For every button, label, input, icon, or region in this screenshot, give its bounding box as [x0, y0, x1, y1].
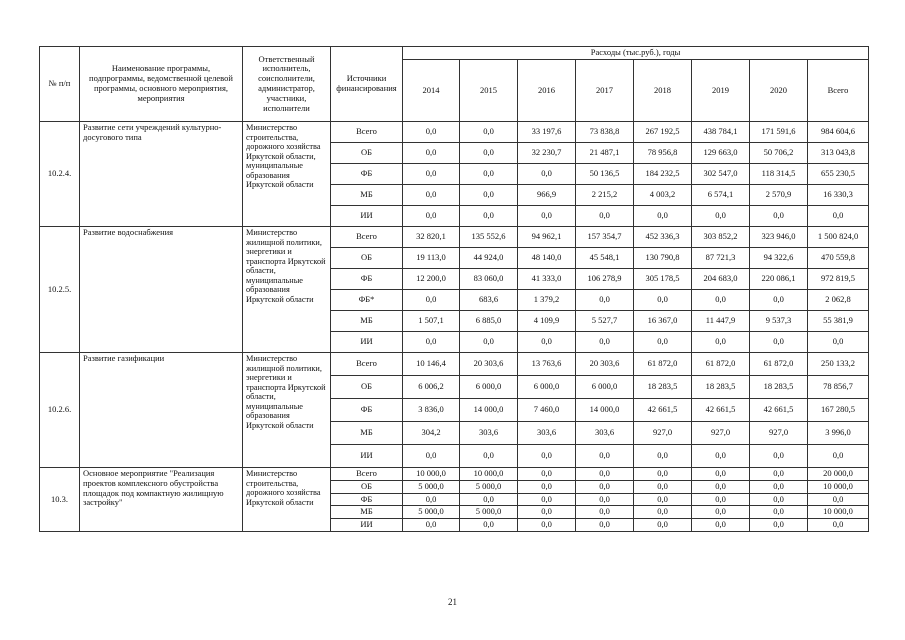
header-total: Всего: [808, 60, 869, 122]
year-value: 302 547,0: [692, 164, 750, 185]
year-value: 0,0: [460, 122, 518, 143]
year-value: 0,0: [518, 468, 576, 481]
funding-source: Всего: [331, 353, 403, 376]
year-value: 683,6: [460, 290, 518, 311]
table-row: [40, 122, 869, 143]
funding-source: ФБ: [331, 493, 403, 506]
year-value: 0,0: [750, 206, 808, 227]
funding-source: ОБ: [331, 143, 403, 164]
funding-source: Всего: [331, 227, 403, 248]
funding-source: ОБ: [331, 248, 403, 269]
year-value: 0,0: [692, 519, 750, 532]
year-value: 0,0: [460, 519, 518, 532]
year-value: 2 570,9: [750, 185, 808, 206]
year-value: 94 322,6: [750, 248, 808, 269]
total-value: 313 043,8: [808, 143, 869, 164]
year-value: 0,0: [460, 206, 518, 227]
funding-source: ФБ: [331, 399, 403, 422]
page-number: 21: [448, 597, 457, 607]
table-header: [40, 47, 869, 122]
year-value: 0,0: [576, 445, 634, 468]
year-value: 42 661,5: [692, 399, 750, 422]
item-code: 10.3.: [40, 468, 80, 532]
year-value: 0,0: [460, 445, 518, 468]
year-value: 0,0: [460, 332, 518, 353]
item-responsible: Министерство жилищной политики, энергетики и транспорта Иркутской области, муниципальные образования Иркутской области: [243, 227, 331, 353]
year-value: 73 838,8: [576, 122, 634, 143]
year-value: 14 000,0: [576, 399, 634, 422]
year-value: 6 574,1: [692, 185, 750, 206]
year-value: 0,0: [518, 493, 576, 506]
year-value: 5 000,0: [403, 506, 460, 519]
total-value: 0,0: [808, 493, 869, 506]
item-code: 10.2.5.: [40, 227, 80, 353]
year-value: 305 178,5: [634, 269, 692, 290]
funding-source: Всего: [331, 468, 403, 481]
funding-source: ОБ: [331, 376, 403, 399]
year-value: 7 460,0: [518, 399, 576, 422]
year-value: 0,0: [518, 206, 576, 227]
year-value: 0,0: [460, 143, 518, 164]
year-value: 50 136,5: [576, 164, 634, 185]
year-value: 0,0: [750, 493, 808, 506]
year-value: 0,0: [403, 164, 460, 185]
year-value: 6 000,0: [518, 376, 576, 399]
year-value: 0,0: [692, 493, 750, 506]
year-value: 18 283,5: [750, 376, 808, 399]
header-sources: Источники финансирования: [331, 47, 403, 122]
year-value: 83 060,0: [460, 269, 518, 290]
item-responsible: Министерство строительства, дорожного хозяйства Иркутской области: [243, 468, 331, 532]
year-value: 0,0: [750, 519, 808, 532]
year-value: 45 548,1: [576, 248, 634, 269]
year-value: 0,0: [750, 332, 808, 353]
funding-source: МБ: [331, 311, 403, 332]
year-value: 220 086,1: [750, 269, 808, 290]
total-value: 984 604,6: [808, 122, 869, 143]
funding-source: Всего: [331, 122, 403, 143]
header-num: № п/п: [40, 47, 80, 122]
total-value: 2 062,8: [808, 290, 869, 311]
year-value: 19 113,0: [403, 248, 460, 269]
funding-source: ИИ: [331, 332, 403, 353]
year-value: 0,0: [576, 206, 634, 227]
year-value: 438 784,1: [692, 122, 750, 143]
year-value: 6 006,2: [403, 376, 460, 399]
year-value: 452 336,3: [634, 227, 692, 248]
year-value: 32 820,1: [403, 227, 460, 248]
year-value: 0,0: [518, 332, 576, 353]
year-value: 130 790,8: [634, 248, 692, 269]
total-value: 20 000,0: [808, 468, 869, 481]
year-value: 0,0: [576, 519, 634, 532]
header-year: 2015: [460, 60, 518, 122]
year-value: 4 109,9: [518, 311, 576, 332]
year-value: 48 140,0: [518, 248, 576, 269]
year-value: 0,0: [403, 332, 460, 353]
funding-source: ИИ: [331, 206, 403, 227]
year-value: 6 000,0: [576, 376, 634, 399]
year-value: 184 232,5: [634, 164, 692, 185]
year-value: 303 852,2: [692, 227, 750, 248]
year-value: 9 537,3: [750, 311, 808, 332]
year-value: 42 661,5: [634, 399, 692, 422]
year-value: 0,0: [460, 493, 518, 506]
total-value: 78 856,7: [808, 376, 869, 399]
year-value: 61 872,0: [634, 353, 692, 376]
year-value: 0,0: [576, 332, 634, 353]
year-value: 18 283,5: [634, 376, 692, 399]
year-value: 303,6: [576, 422, 634, 445]
total-value: 10 000,0: [808, 480, 869, 493]
year-value: 11 447,9: [692, 311, 750, 332]
total-value: 1 500 824,0: [808, 227, 869, 248]
year-value: 0,0: [692, 506, 750, 519]
header-year: 2020: [750, 60, 808, 122]
item-code: 10.2.6.: [40, 353, 80, 468]
year-value: 0,0: [634, 519, 692, 532]
total-value: 655 230,5: [808, 164, 869, 185]
year-value: 927,0: [692, 422, 750, 445]
year-value: 0,0: [634, 468, 692, 481]
total-value: 167 280,5: [808, 399, 869, 422]
year-value: 106 278,9: [576, 269, 634, 290]
total-value: 16 330,3: [808, 185, 869, 206]
year-value: 0,0: [518, 480, 576, 493]
year-value: 2 215,2: [576, 185, 634, 206]
year-value: 0,0: [692, 468, 750, 481]
item-responsible: Министерство строительства, дорожного хозяйства Иркутской области, муниципальные образования Иркутской области: [243, 122, 331, 227]
year-value: 0,0: [576, 480, 634, 493]
year-value: 78 956,8: [634, 143, 692, 164]
year-value: 0,0: [518, 164, 576, 185]
header-responsible: Ответственный исполнитель, соисполнители, администратор, участники, исполнители: [243, 47, 331, 122]
funding-source: МБ: [331, 422, 403, 445]
total-value: 0,0: [808, 332, 869, 353]
year-value: 0,0: [634, 290, 692, 311]
year-value: 10 146,4: [403, 353, 460, 376]
total-value: 250 133,2: [808, 353, 869, 376]
year-value: 927,0: [750, 422, 808, 445]
year-value: 3 836,0: [403, 399, 460, 422]
year-value: 6 885,0: [460, 311, 518, 332]
year-value: 33 197,6: [518, 122, 576, 143]
year-value: 0,0: [576, 468, 634, 481]
year-value: 0,0: [634, 480, 692, 493]
year-value: 61 872,0: [692, 353, 750, 376]
year-value: 966,9: [518, 185, 576, 206]
year-value: 0,0: [518, 519, 576, 532]
header-expenses: Расходы (тыс.руб.), годы: [403, 47, 869, 60]
year-value: 0,0: [634, 206, 692, 227]
year-value: 0,0: [403, 445, 460, 468]
total-value: 0,0: [808, 445, 869, 468]
year-value: 267 192,5: [634, 122, 692, 143]
funding-source: ИИ: [331, 445, 403, 468]
year-value: 0,0: [403, 206, 460, 227]
year-value: 304,2: [403, 422, 460, 445]
year-value: 20 303,6: [576, 353, 634, 376]
header-name: Наименование программы, подпрограммы, ведомственной целевой программы, основного мероприятия, мероприятия: [80, 47, 243, 122]
year-value: 0,0: [692, 445, 750, 468]
table-row: [40, 468, 869, 481]
total-value: 55 381,9: [808, 311, 869, 332]
year-value: 0,0: [692, 290, 750, 311]
year-value: 5 527,7: [576, 311, 634, 332]
year-value: 0,0: [460, 185, 518, 206]
year-value: 10 000,0: [460, 468, 518, 481]
year-value: 42 661,5: [750, 399, 808, 422]
year-value: 61 872,0: [750, 353, 808, 376]
year-value: 0,0: [634, 506, 692, 519]
total-value: 10 000,0: [808, 506, 869, 519]
header-year: 2017: [576, 60, 634, 122]
year-value: 0,0: [460, 164, 518, 185]
funding-source: ФБ: [331, 269, 403, 290]
year-value: 0,0: [750, 468, 808, 481]
table-body: [40, 122, 869, 532]
year-value: 5 000,0: [460, 506, 518, 519]
year-value: 118 314,5: [750, 164, 808, 185]
year-value: 41 333,0: [518, 269, 576, 290]
year-value: 0,0: [634, 332, 692, 353]
header-year: 2019: [692, 60, 750, 122]
year-value: 0,0: [634, 445, 692, 468]
year-value: 0,0: [403, 143, 460, 164]
funding-source: МБ: [331, 506, 403, 519]
total-value: 3 996,0: [808, 422, 869, 445]
year-value: 0,0: [750, 480, 808, 493]
year-value: 1 507,1: [403, 311, 460, 332]
funding-source: ФБ: [331, 164, 403, 185]
funding-source: ИИ: [331, 519, 403, 532]
year-value: 50 706,2: [750, 143, 808, 164]
total-value: 0,0: [808, 519, 869, 532]
year-value: 21 487,1: [576, 143, 634, 164]
funding-source: МБ: [331, 185, 403, 206]
year-value: 0,0: [403, 519, 460, 532]
year-value: 18 283,5: [692, 376, 750, 399]
year-value: 44 924,0: [460, 248, 518, 269]
year-value: 6 000,0: [460, 376, 518, 399]
year-value: 16 367,0: [634, 311, 692, 332]
year-value: 12 200,0: [403, 269, 460, 290]
item-name: Развитие водоснабжения: [80, 227, 243, 353]
year-value: 204 683,0: [692, 269, 750, 290]
year-value: 1 379,2: [518, 290, 576, 311]
year-value: 303,6: [518, 422, 576, 445]
header-year: 2018: [634, 60, 692, 122]
year-value: 0,0: [750, 506, 808, 519]
year-value: 157 354,7: [576, 227, 634, 248]
year-value: 5 000,0: [403, 480, 460, 493]
table-row: [40, 353, 869, 376]
year-value: 323 946,0: [750, 227, 808, 248]
financing-table: [39, 46, 869, 532]
header-year: 2016: [518, 60, 576, 122]
year-value: 0,0: [692, 332, 750, 353]
year-value: 0,0: [576, 493, 634, 506]
year-value: 4 003,2: [634, 185, 692, 206]
year-value: 20 303,6: [460, 353, 518, 376]
year-value: 135 552,6: [460, 227, 518, 248]
year-value: 129 663,0: [692, 143, 750, 164]
year-value: 0,0: [576, 506, 634, 519]
year-value: 13 763,6: [518, 353, 576, 376]
funding-source: ОБ: [331, 480, 403, 493]
table-row: [40, 227, 869, 248]
year-value: 10 000,0: [403, 468, 460, 481]
year-value: 0,0: [750, 445, 808, 468]
year-value: 94 962,1: [518, 227, 576, 248]
year-value: 0,0: [576, 290, 634, 311]
item-name: Основное мероприятие "Реализация проектов комплексного обустройства площадок под компактную жилищную застройку": [80, 468, 243, 532]
year-value: 0,0: [403, 493, 460, 506]
year-value: 0,0: [403, 290, 460, 311]
year-value: 0,0: [518, 445, 576, 468]
year-value: 0,0: [692, 206, 750, 227]
year-value: 0,0: [692, 480, 750, 493]
year-value: 14 000,0: [460, 399, 518, 422]
item-name: Развитие газификации: [80, 353, 243, 468]
year-value: 87 721,3: [692, 248, 750, 269]
document-page: [39, 46, 868, 532]
year-value: 0,0: [403, 185, 460, 206]
total-value: 0,0: [808, 206, 869, 227]
year-value: 303,6: [460, 422, 518, 445]
item-code: 10.2.4.: [40, 122, 80, 227]
year-value: 927,0: [634, 422, 692, 445]
year-value: 32 230,7: [518, 143, 576, 164]
year-value: 0,0: [750, 290, 808, 311]
header-year: 2014: [403, 60, 460, 122]
total-value: 470 559,8: [808, 248, 869, 269]
total-value: 972 819,5: [808, 269, 869, 290]
year-value: 0,0: [403, 122, 460, 143]
year-value: 0,0: [634, 493, 692, 506]
year-value: 0,0: [518, 506, 576, 519]
item-responsible: Министерство жилищной политики, энергетики и транспорта Иркутской области, муниципальные образования Иркутской области: [243, 353, 331, 468]
year-value: 5 000,0: [460, 480, 518, 493]
year-value: 171 591,6: [750, 122, 808, 143]
item-name: Развитие сети учреждений культурно-досугового типа: [80, 122, 243, 227]
funding-source: ФБ*: [331, 290, 403, 311]
